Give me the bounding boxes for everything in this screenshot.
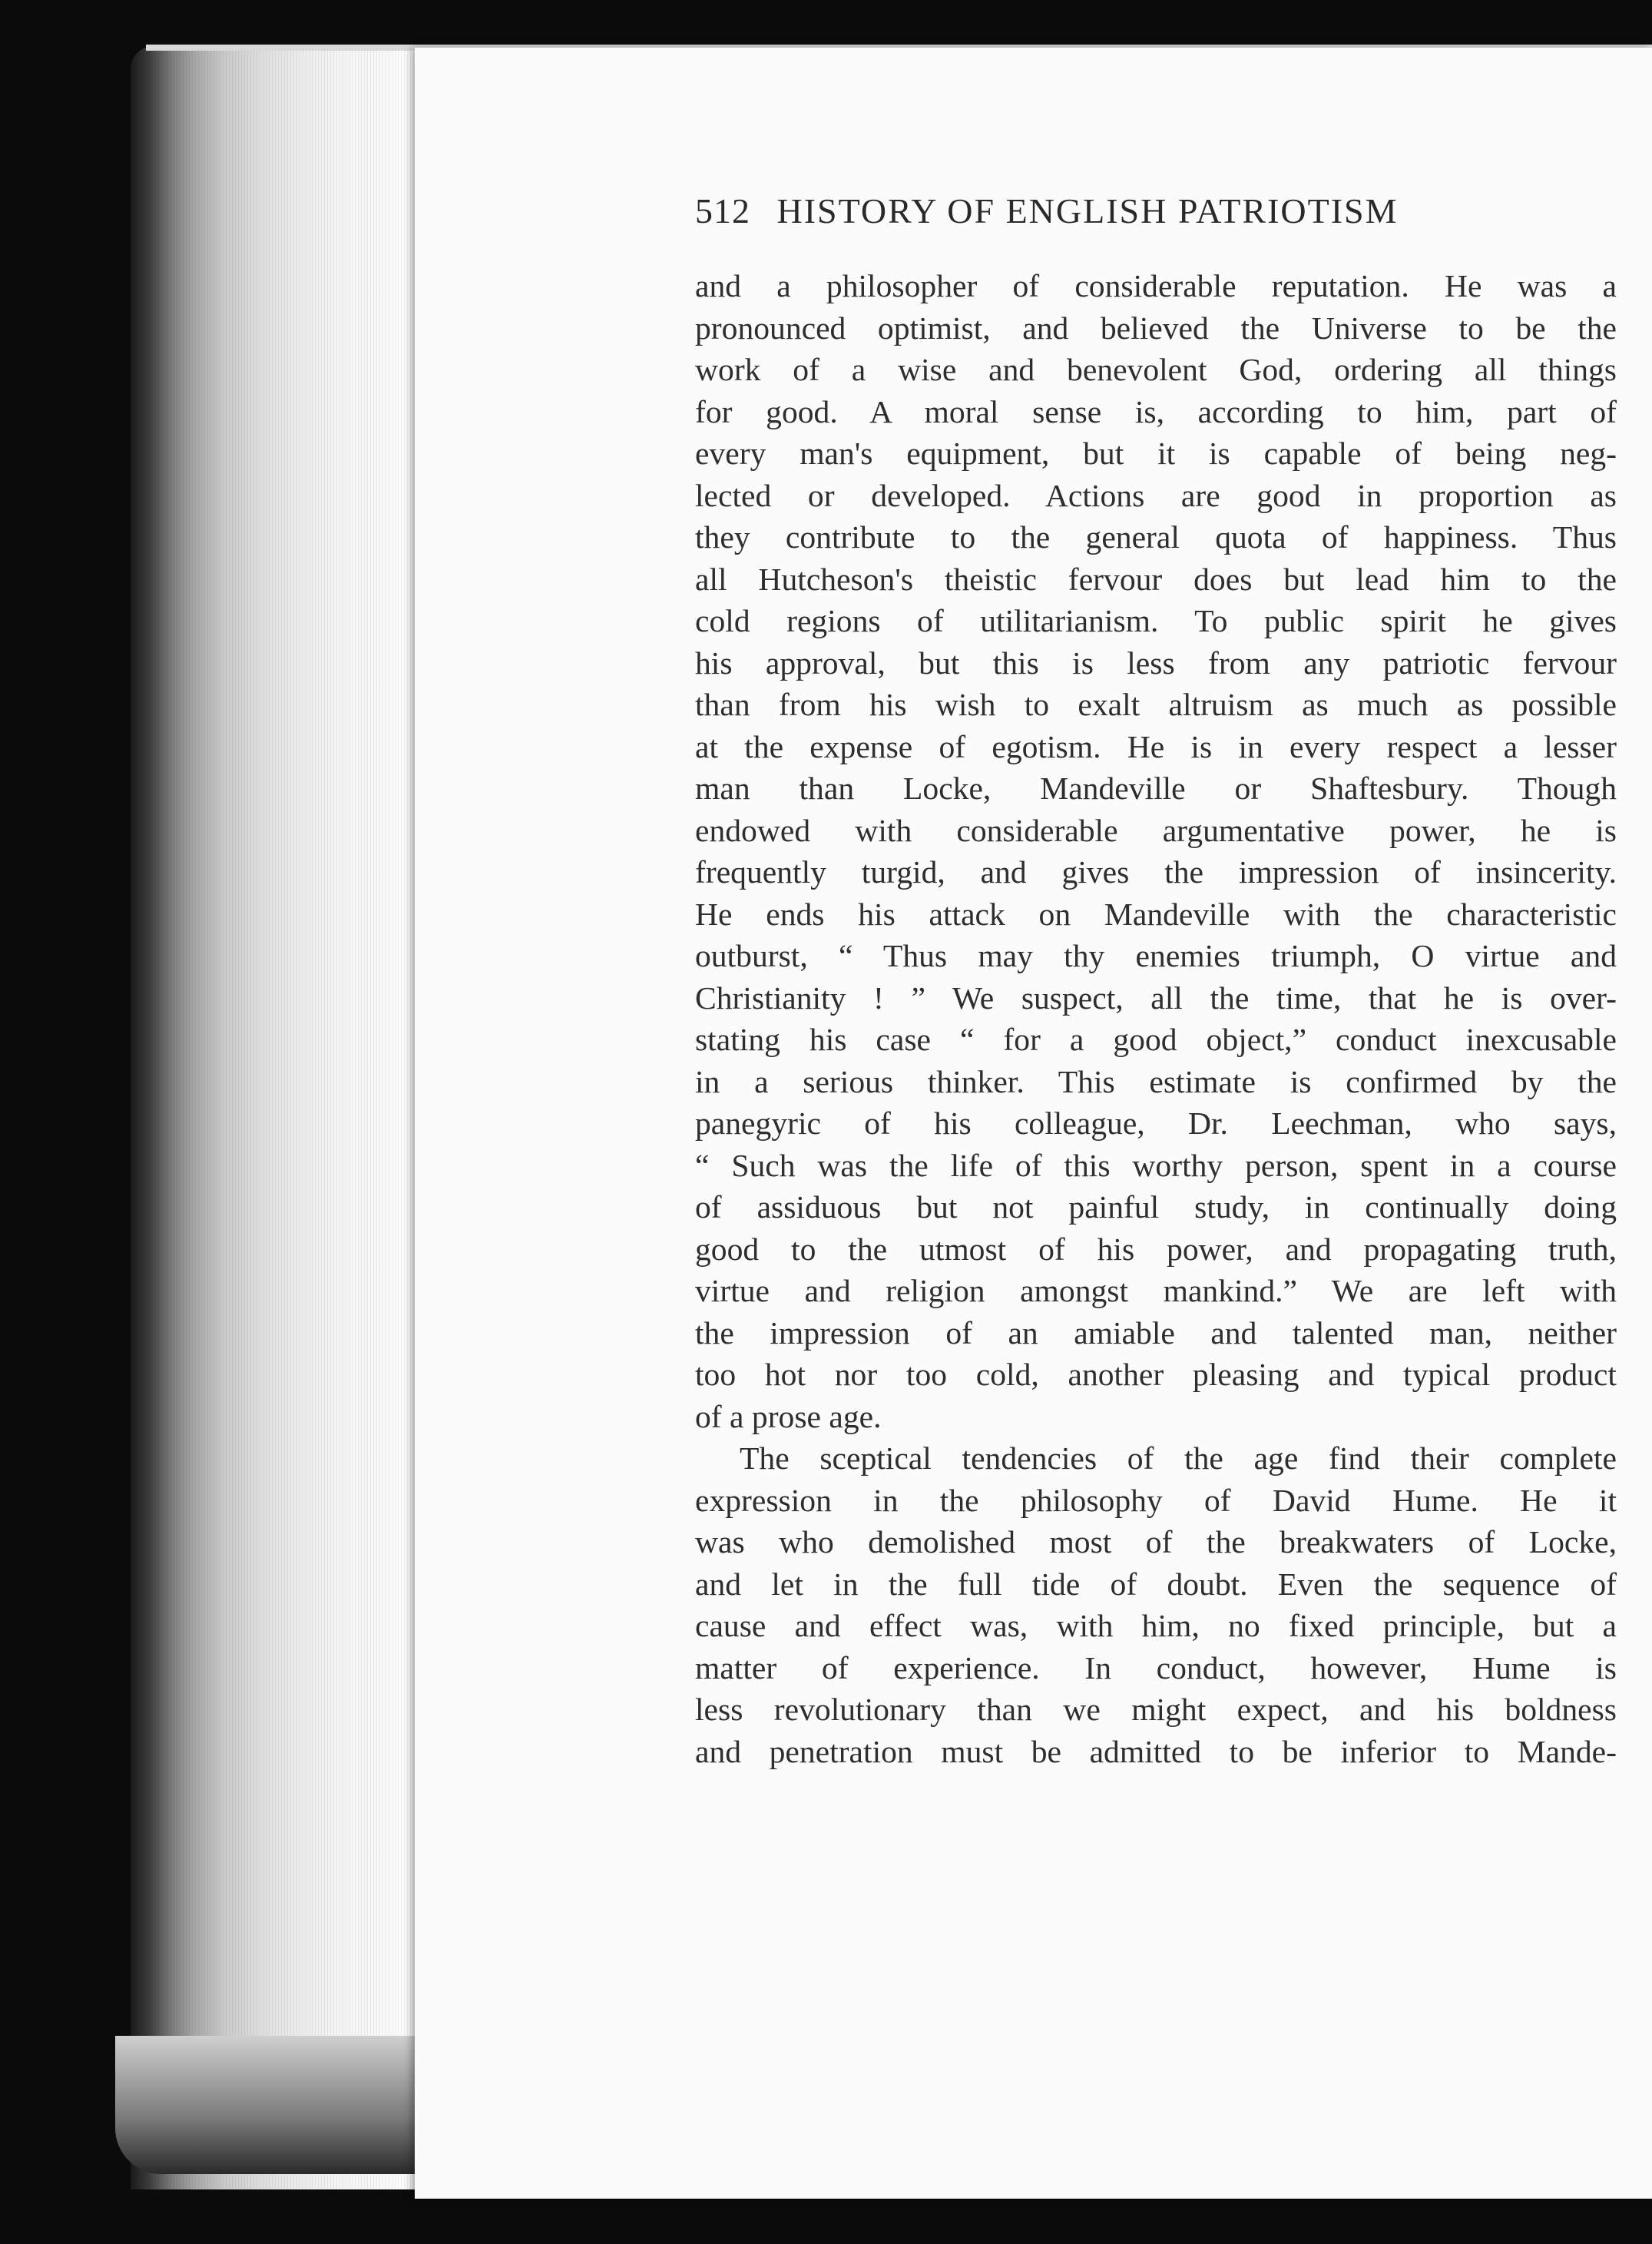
paragraph-1 <box>695 265 1617 1437</box>
text-line: Christianity ! ” We suspect, all the time, that he is over- <box>695 979 1617 1016</box>
text-line: virtue and religion amongst mankind.” We are left with <box>695 1273 1617 1308</box>
text-line: every man's equipment, but it is capable of being neg- <box>695 436 1617 471</box>
body-text <box>695 265 1617 1772</box>
paragraph-2 <box>695 1437 1617 1772</box>
text-line: and a philosopher of considerable reputation. He was a <box>695 268 1617 303</box>
text-line: “ Such was the life of this worthy person, spent in a course <box>695 1147 1617 1183</box>
text-line: for good. A moral sense is, according to him, part of <box>695 393 1617 429</box>
text-line: panegyric of his colleague, Dr. Leechman, who says, <box>695 1105 1617 1141</box>
text-line: his approval, but this is less from any patriotic fervour <box>695 645 1617 681</box>
text-line: He ends his attack on Mandeville with the characteristic <box>695 896 1617 932</box>
text-line: pronounced optimist, and believed the Universe to be the <box>695 310 1617 346</box>
text-line: of assiduous but not painful study, in continually doing <box>695 1189 1617 1225</box>
text-line: and let in the full tide of doubt. Even the sequence of <box>695 1566 1617 1602</box>
page-edges-bottom <box>115 2036 438 2174</box>
running-title: HISTORY OF ENGLISH PATRIOTISM <box>776 191 1399 230</box>
text-line: less revolutionary than we might expect, and his boldness <box>695 1692 1617 1727</box>
text-line: than from his wish to exalt altruism as much as possible <box>695 687 1617 722</box>
text-line: at the expense of egotism. He is in every respect a lesser <box>695 728 1617 764</box>
text-line: lected or developed. Actions are good in proportion as <box>695 477 1617 513</box>
text-line: outburst, “ Thus may thy enemies triumph, O virtue and <box>695 938 1617 973</box>
text-line: cause and effect was, with him, no fixed principle, but a <box>695 1608 1617 1643</box>
page-number: 512 <box>695 191 750 230</box>
text-line: all Hutcheson's theistic fervour does but lead him to the <box>695 561 1617 597</box>
text-line: and penetration must be admitted to be inferior to Mande- <box>695 1733 1617 1769</box>
text-line: work of a wise and benevolent God, ordering all things <box>695 352 1617 387</box>
text-line: expression in the philosophy of David Hume. He it <box>695 1482 1617 1518</box>
text-line: frequently turgid, and gives the impression of insincerity. <box>695 854 1617 890</box>
page-edges <box>131 46 422 2189</box>
text-line: good to the utmost of his power, and propagating truth, <box>695 1231 1617 1267</box>
text-line: too hot nor too cold, another pleasing and typical product <box>695 1357 1617 1392</box>
text-line: of a prose age. <box>695 1398 882 1434</box>
text-line: man than Locke, Mandeville or Shaftesbury. Though <box>695 771 1617 806</box>
text-line: they contribute to the general quota of happiness. Thus <box>695 519 1617 555</box>
running-head <box>695 191 1617 231</box>
text-line: cold regions of utilitarianism. To public spirit he gives <box>695 603 1617 638</box>
text-line: matter of experience. In conduct, however, Hume is <box>695 1649 1617 1685</box>
text-line: stating his case “ for a good object,” conduct inexcusable <box>695 1022 1617 1057</box>
text-line: was who demolished most of the breakwaters of Locke, <box>695 1524 1617 1560</box>
text-line: The sceptical tendencies of the age find their complete <box>740 1440 1617 1476</box>
text-line: the impression of an amiable and talented man, neither <box>695 1314 1617 1351</box>
text-line: endowed with considerable argumentative power, he is <box>695 812 1617 848</box>
text-line: in a serious thinker. This estimate is confirmed by the <box>695 1063 1617 1099</box>
